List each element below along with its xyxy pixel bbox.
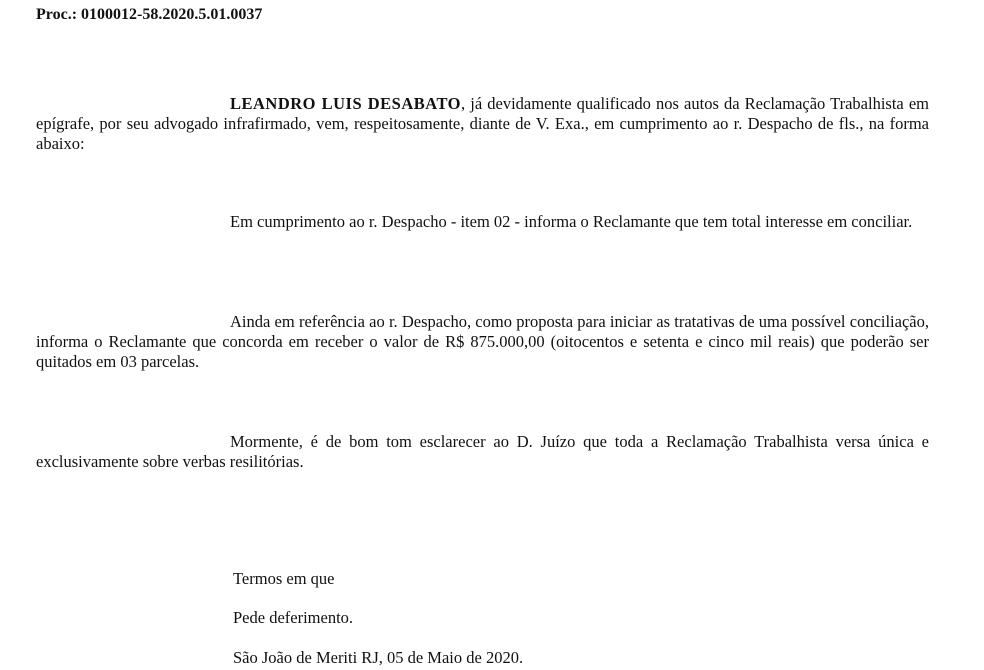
paragraph-introduction-text: , já devidamente qualificado nos autos da Reclamação Trabalhista em epígrafe, por seu advogado infrafirmado, vem, respeitosamente, diante de V. Exa., em cumprimento ao r. Despacho de fls., na forma abaixo: xyxy=(36,94,930,153)
paragraph-clarification: Mormente, é de bom tom esclarecer ao D. Juízo que toda a Reclamação Trabalhista versa única e exclusivamente sobre verbas resilitórias. xyxy=(36,432,929,471)
paragraph-proposal: Ainda em referência ao r. Despacho, como proposta para iniciar as tratativas de uma possível conciliação, informa o Reclamante que concorda em receber o valor de R$ 875.000,00 (oitocentos e setenta e cinco mil reais) que poderão ser quitados em 03 parcelas. xyxy=(36,312,929,371)
paragraph-introduction xyxy=(36,94,929,154)
process-number: Proc.: 0100012-58.2020.5.01.0037 xyxy=(36,6,263,23)
closing-place-date: São João de Meriti RJ, 05 de Maio de 2020. xyxy=(233,648,524,667)
closing-terms: Termos em que xyxy=(233,569,335,588)
claimant-name: LEANDRO LUIS DESABATO xyxy=(230,94,462,113)
paragraph-conciliation-interest: Em cumprimento ao r. Despacho - item 02 - informa o Reclamante que tem total interesse em conciliar. xyxy=(230,212,913,231)
closing-request: Pede deferimento. xyxy=(233,608,354,627)
